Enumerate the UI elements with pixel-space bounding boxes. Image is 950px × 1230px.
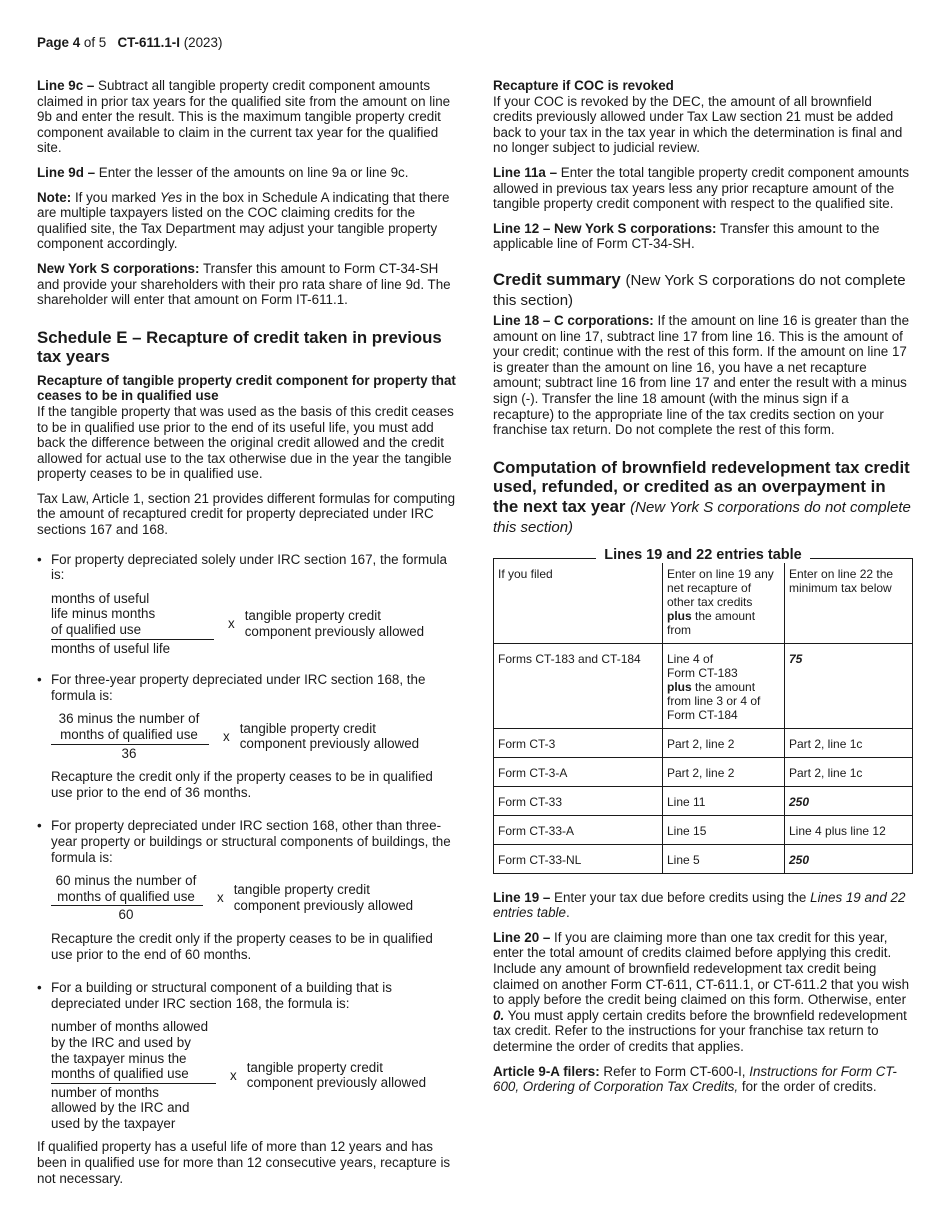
table-header-cell: If you filed [494,558,663,643]
right-column [493,78,913,1104]
form-number: CT-611.1-I [117,35,180,50]
page-total: of 5 [83,35,107,50]
formula-result: tangible property credit component previously allowed [244,607,425,639]
formula-section-167 [51,591,457,656]
coc-revoked-paragraph: If your COC is revoked by the DEC, the amount of all brownfield credits previously allowed under Tax Law section 21 must be added back to your tax in the tax year in which the determination is final and no longer subject to judicial review. [493,93,903,156]
table-header-row [494,558,913,643]
entries-table-wrapper [493,546,913,874]
page-header [37,35,222,51]
entries-table [493,558,913,874]
multiply-sign: x [230,1067,237,1083]
line-9d-paragraph: Line 9d – Enter the lesser of the amounts on line 9a or line 9c. [37,164,409,180]
formula-result: tangible property credit component previously allowed [233,882,414,914]
article-9a-paragraph: Article 9-A filers: Refer to Form CT-600-I, Instructions for Form CT-600, Ordering of Corporation Tax Credits, for the order of credits. [493,1063,897,1095]
bullet-section-167: • For property depreciated solely under IRC section 167, the formula is: [37,552,457,583]
coc-revoked-subheading: Recapture if COC is revoked [493,78,674,93]
bullet-3-note: Recapture the credit only if the property ceases to be in qualified use prior to the end of 60 months. [51,930,433,962]
table-row: Forms CT-183 and CT-184 Line 4 of Form CT-183 plus the amount from line 3 or 4 of Form CT-184 75 [494,643,913,728]
formula-other-property [51,873,457,923]
formula-building [51,1019,457,1131]
formula-fraction: months of useful life minus months of qualified use months of useful life [51,591,214,656]
line-11a-paragraph: Line 11a – Enter the total tangible property credit component amounts allowed in previous tax years less any prior recapture amount of the tangible property credit component with respect to the qualified site. [493,164,910,212]
page-number: Page 4 [37,35,81,50]
nys-corporations-paragraph: New York S corporations: Transfer this amount to Form CT-34-SH and provide your shareholders with their pro rata share of line 9d. The shareholder will enter that amount on Form IT-611.1. [37,260,451,308]
recapture-subheading: Recapture of tangible property credit component for property that ceases to be in qualified use [37,372,456,404]
bullet-building-component: • For a building or structural component of a building that is depreciated under IRC section 168, the formula is: [37,980,457,1011]
tax-law-paragraph: Tax Law, Article 1, section 21 provides different formulas for computing the amount of recaptured credit for property depreciated under IRC sections 167 and 168. [37,490,456,538]
recapture-paragraph: If the tangible property that was used as the basis of this credit ceases to be in qualified use prior to the end of its useful life, you must add back the difference between the original credit allowed and the credit allowed for actual use to the tax otherwise due in the year the tangible property ceases to be in qualified use. [37,403,454,482]
form-year: (2023) [183,35,223,50]
table-row: Form CT-33-A Line 15 Line 4 plus line 12 [494,815,913,844]
formula-result: tangible property credit component previously allowed [239,720,420,752]
computation-heading: Computation of brownfield redevelopment tax credit used, refunded, or credited as an overpayment in the next tax year (New York S corporations do not complete this section) [493,457,911,537]
multiply-sign: x [223,728,230,744]
line-20-paragraph: Line 20 – If you are claiming more than one tax credit for this year, enter the total amount of credits claimed before applying this credit. Include any amount of brownfield redevelopment tax credit being claimed on another Form CT-611, CT-611.1, or CT-611.2 that you wish to apply before the credit being claimed on this form. Otherwise, enter 0. You must apply certain credits before the brownfield redevelopment tax credit. Refer to the instructions for your franchise tax return to determine the order of credits that applies. [493,929,910,1055]
formula-result: tangible property credit component previously allowed [246,1059,427,1091]
table-row: Form CT-33 Line 11 250 [494,786,913,815]
schedule-e-heading: Schedule E – Recapture of credit taken in previous tax years [37,327,442,367]
table-header-cell: Enter on line 22 the minimum tax below [785,558,913,643]
formula-fraction: number of months allowed by the IRC and used by the taxpayer minus the months of qualified use number of months allowed by the IRC and used by the taxpayer [51,1019,216,1131]
credit-summary-heading: Credit summary (New York S corporations do not complete this section) [493,269,906,310]
entries-table-title: Lines 19 and 22 entries table [493,547,913,563]
formula-three-year [51,711,457,761]
table-row: Form CT-3 Part 2, line 2 Part 2, line 1c [494,728,913,757]
formula-fraction: 60 minus the number of months of qualified use 60 [51,873,203,923]
left-column [37,78,457,1195]
bullet-2-note: Recapture the credit only if the property ceases to be in qualified use prior to the end of 36 months. [51,769,433,800]
line-18-paragraph: Line 18 – C corporations: If the amount on line 16 is greater than the amount on line 17, subtract line 17 from line 16. This is the amount of your credit; continue with the rest of this form. If the amount on line 17 is greater than the amount on line 16, you have a net recapture amount; subtract line 16 from line 17 and enter the result with a minus sign (-). Transfer the line 18 amount (with the minus sign if a recapture) to the appropriate line of the tax credits section on your franchise tax return. Do not complete the rest of this form. [493,312,910,438]
multiply-sign: x [217,890,224,906]
line-12-paragraph: Line 12 – New York S corporations: Transfer this amount to the applicable line of Form CT-34-SH. [493,220,880,252]
table-row: Form CT-33-NL Line 5 250 [494,844,913,873]
table-header-cell: Enter on line 19 any net recapture of other tax credits plus the amount from [663,558,785,643]
bullet-three-year-property: • For three-year property depreciated under IRC section 168, the formula is: [37,672,457,703]
table-row: Form CT-3-A Part 2, line 2 Part 2, line 1c [494,757,913,786]
line-19-paragraph: Line 19 – Enter your tax due before credits using the Lines 19 and 22 entries table. [493,889,906,921]
bullet-other-property: • For property depreciated under IRC section 168, other than three-year property or buildings or structural components of buildings, the formula is: [37,818,457,865]
useful-life-paragraph: If qualified property has a useful life of more than 12 years and has been in qualified use for more than 12 consecutive years, recapture is not necessary. [37,1139,451,1186]
note-paragraph: Note: If you marked Yes in the box in Schedule A indicating that there are multiple taxpayers listed on the COC claiming credits for the qualified site, the Tax Department may adjust your tangible property component accordingly. [37,189,450,252]
line-9c-paragraph: Line 9c – Subtract all tangible property credit component amounts claimed in prior tax years for the qualified site from the amount on line 9b and enter the result. This is the maximum tangible property credit component available to claim in the current tax year for the qualified site. [37,78,451,156]
formula-fraction: 36 minus the number of months of qualified use 36 [51,711,209,761]
multiply-sign: x [228,615,235,631]
